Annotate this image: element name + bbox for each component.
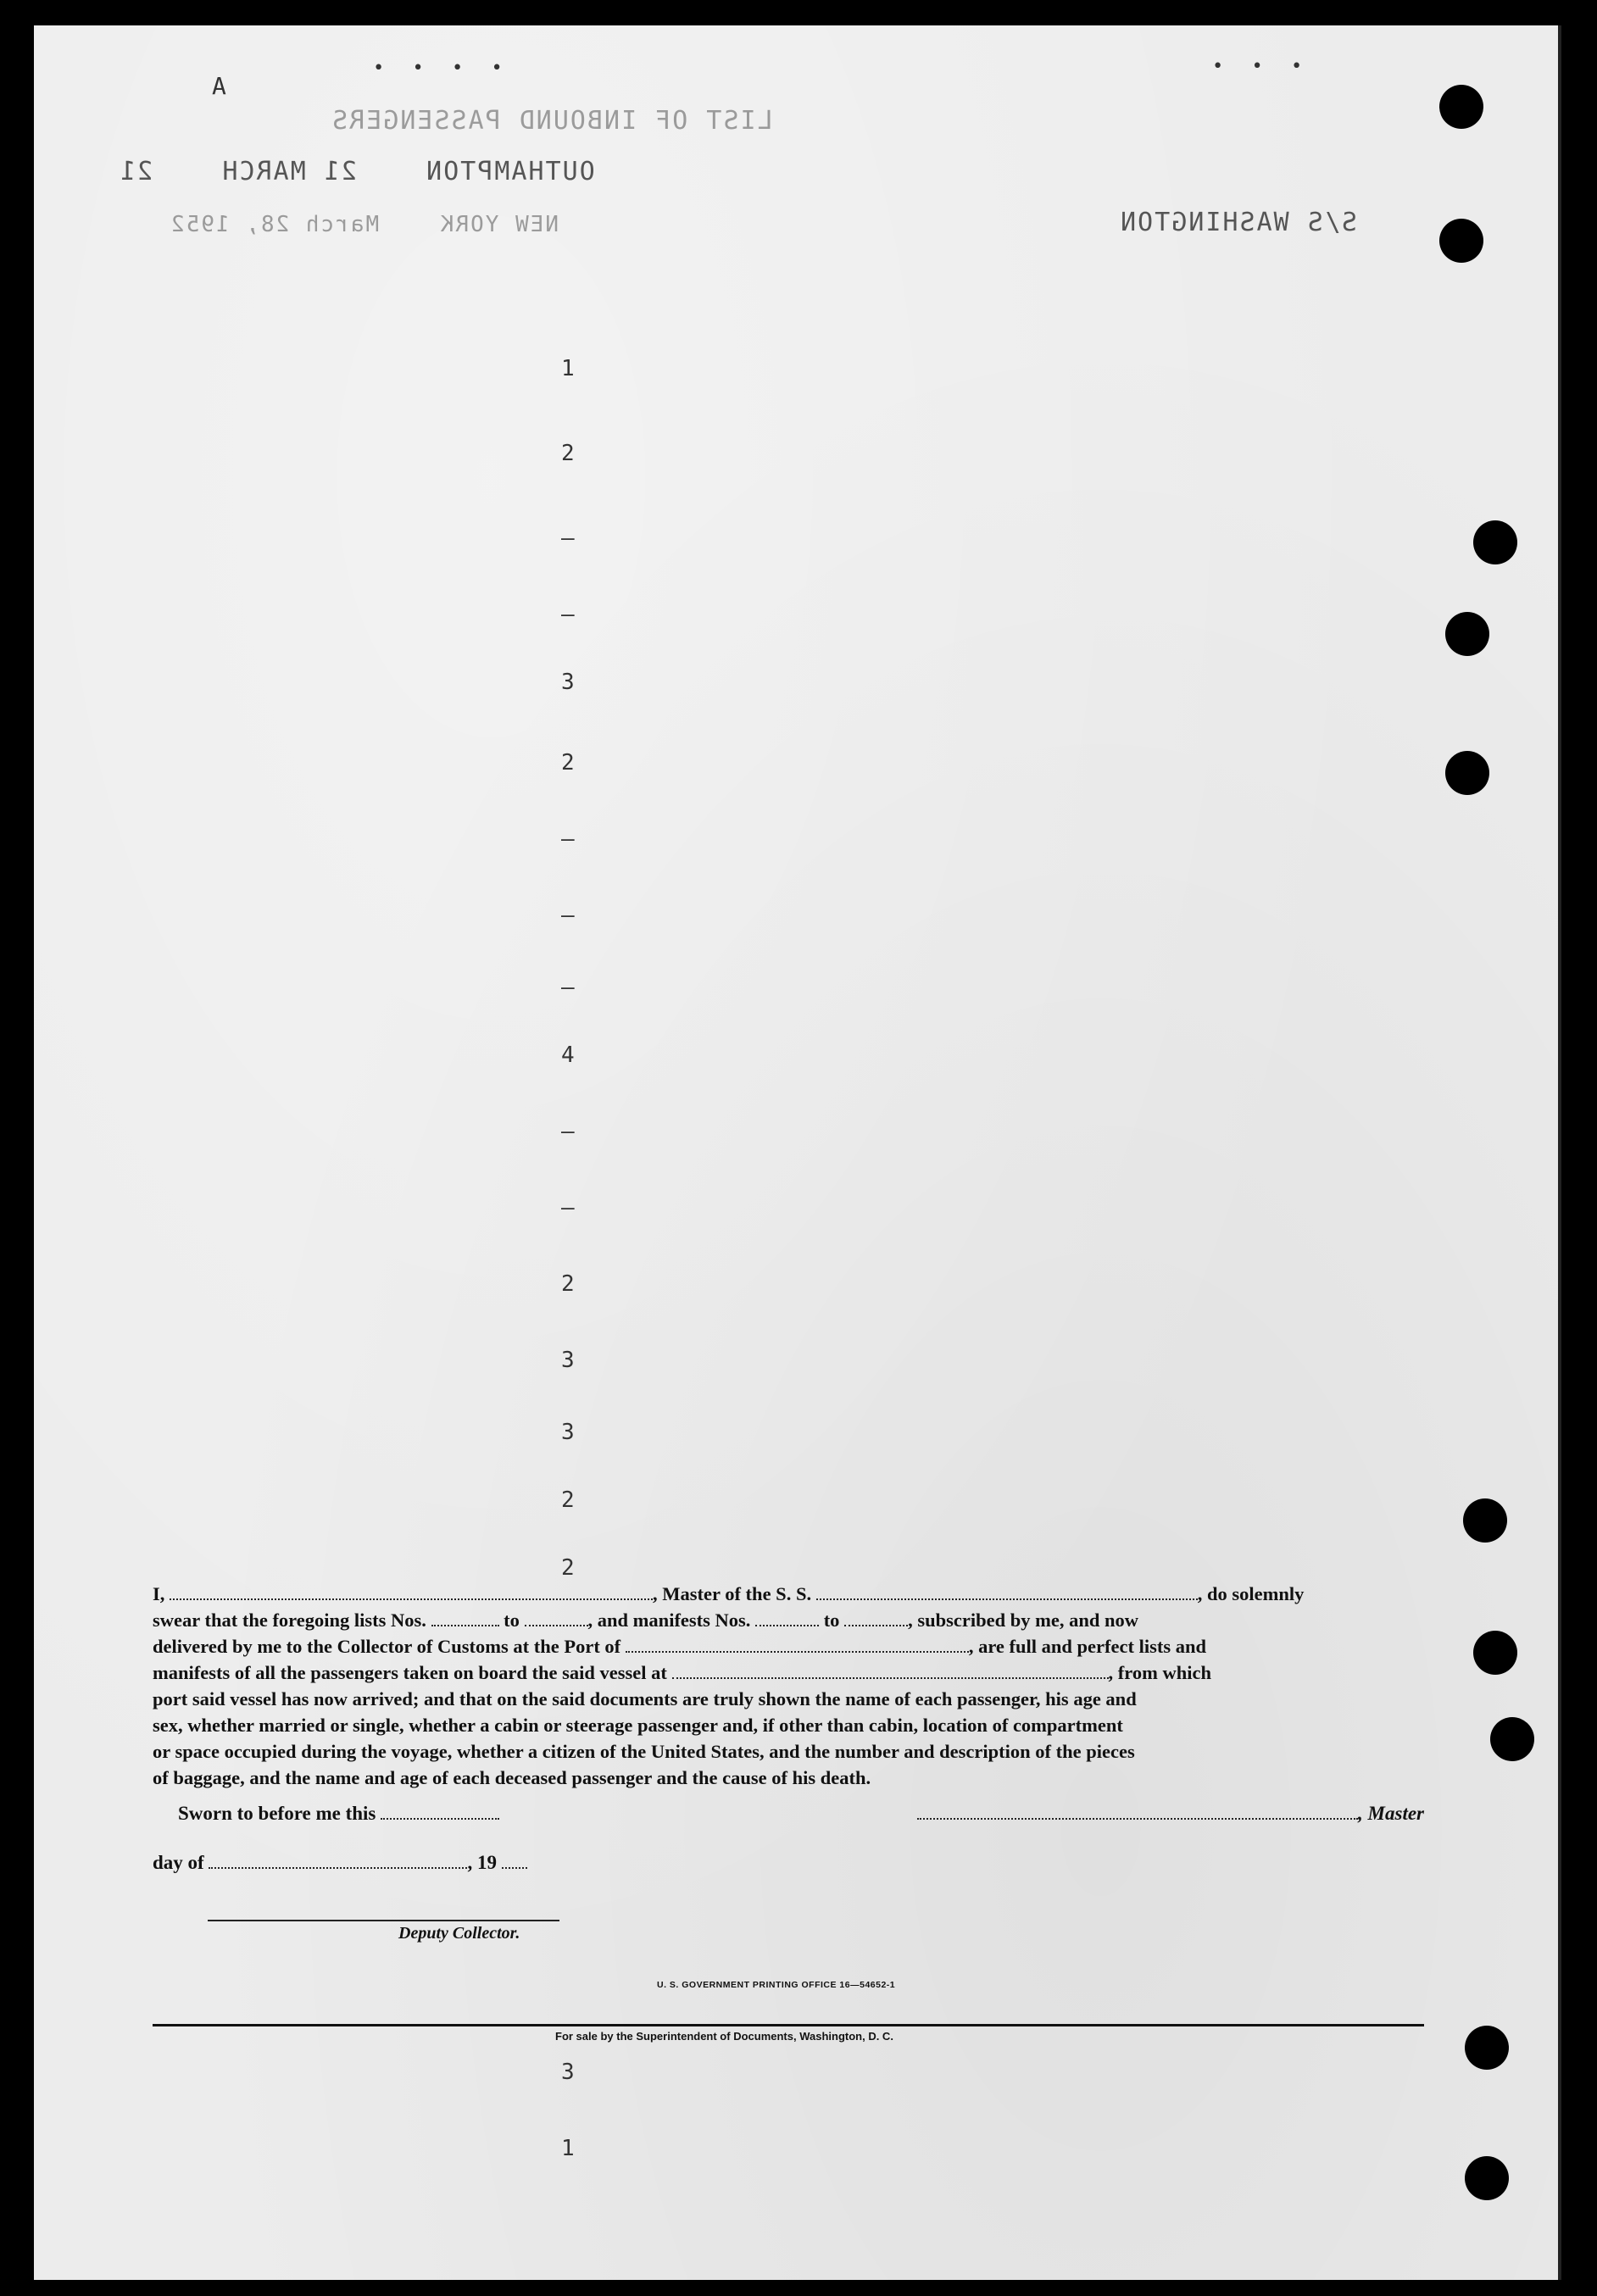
binder-hole (1445, 612, 1489, 656)
list-from-blank (431, 1624, 499, 1626)
oath-line-5: port said vessel has now arrived; and that on the said documents are truly shown the name of each passenger, his age and (153, 1688, 1137, 1709)
binder-hole (1465, 2156, 1509, 2200)
oath-line-7: or space occupied during the voyage, whether a citizen of the United States, and the number and description of the pieces (153, 1741, 1135, 1762)
for-sale-notice: For sale by the Superintendent of Documents, Washington, D. C. (555, 2030, 893, 2043)
bleed-through-row: 3 (561, 2060, 575, 2085)
binder-hole (1490, 1717, 1534, 1761)
dot-marks: • • • • (373, 58, 511, 79)
delivered-text: delivered by me to the Collector of Customs at the Port of (153, 1636, 621, 1657)
oath-i: I, (153, 1583, 165, 1604)
bleed-through-line: NEW YORK March 28, 1952 (170, 212, 559, 237)
master-signature-blank (917, 1817, 1358, 1820)
master-label: , Master (1358, 1803, 1424, 1824)
do-solemnly-label: , do solemnly (1197, 1583, 1305, 1604)
sworn-line (178, 1803, 499, 1825)
binder-hole (1465, 2026, 1509, 2070)
binder-hole (1473, 1631, 1517, 1675)
vessel-blank (816, 1598, 1198, 1600)
deputy-signature-line (208, 1920, 559, 1921)
embark-port-blank (672, 1676, 1109, 1679)
to-label: to (823, 1609, 840, 1631)
bottom-rule (153, 2024, 1424, 2026)
letter-a: A (212, 72, 226, 100)
from-which-text: , from which (1108, 1662, 1211, 1683)
year-blank (502, 1866, 527, 1869)
sworn-date-blank (381, 1817, 499, 1820)
dot-marks: • • • (1212, 56, 1311, 77)
list-to-blank (525, 1624, 588, 1626)
bleed-through-line: S/S WASHINGTON (1119, 208, 1357, 237)
manifests-all-text: manifests of all the passengers taken on board the said vessel at (153, 1662, 667, 1683)
bleed-through-row: 1 (561, 2136, 575, 2161)
manifest-from-blank (755, 1624, 819, 1626)
to-label: to (504, 1609, 520, 1631)
bleed-through-line: OUTHAMPTON 21 MARCH 21 (119, 157, 595, 186)
are-full-text: , are full and perfect lists and (968, 1636, 1207, 1657)
binder-hole (1473, 520, 1517, 564)
swear-text: swear that the foregoing lists Nos. (153, 1609, 426, 1631)
year-label: , 19 (467, 1852, 497, 1873)
manifests-label: , and manifests Nos. (587, 1609, 751, 1631)
manifest-to-blank (844, 1624, 908, 1626)
master-of-ss-label: , Master of the S. S. (653, 1583, 812, 1604)
oath-paragraph (153, 1581, 1424, 1791)
bleed-through-header: LIST OF INBOUND PASSENGERS (331, 106, 773, 136)
subscribed-text: , subscribed by me, and now (908, 1609, 1138, 1631)
oath-line-6: sex, whether married or single, whether a cabin or steerage passenger and, if other than cabin, location of compartment (153, 1715, 1123, 1736)
day-blank (209, 1866, 467, 1869)
day-of-line (153, 1852, 527, 1874)
binder-hole (1445, 751, 1489, 795)
day-of-label: day of (153, 1852, 204, 1873)
oath-line-8: of baggage, and the name and age of each deceased passenger and the cause of his death. (153, 1767, 871, 1788)
binder-hole (1439, 219, 1483, 263)
port-blank (626, 1650, 969, 1653)
form-page: LIST OF INBOUND PASSENGERS OUTHAMPTON 21 MARCH 21 NEW YORK March 28, 1952 S/S WASHINGTON A • • • • • • • 1 2 – – 3 2 – – – 4 – – 2 3 3 2 2 I, , Master of the S. S. , do solemnly swear that the foregoing lists Nos. to , and manifests Nos. to , subscribed by me, and now delivered by me to the Collector of Customs at the Port of , are full and perfect lists and manifests of all the passengers taken on board the said vessel at , from which port said vessel has now arrived; and that on the said documents are truly shown the name of each passenger, his age and sex, whether married or single, whether a cabin or steerage passenger and, if other than cabin, location of compartment or space occupied during the voyage, whether a citizen of the United States, and the number and description of the pieces of baggage, and the name and age of each deceased passenger and the cause of his death. Sworn to before me this , Master day of , 19 Deputy Collector. U. S. GOVERNMENT PRINTING OFFICE 16—54652-1 For sale by the Superintendent of Documents, Washington, D. C. 3 1 (34, 25, 1561, 2280)
master-signature-line (890, 1803, 1424, 1825)
name-blank (170, 1598, 653, 1600)
binder-hole (1463, 1498, 1507, 1543)
sworn-label: Sworn to before me this (178, 1803, 376, 1824)
binder-hole (1439, 85, 1483, 129)
gpo-imprint: U. S. GOVERNMENT PRINTING OFFICE 16—54652-1 (657, 1980, 896, 1990)
deputy-collector-label: Deputy Collector. (398, 1924, 520, 1943)
